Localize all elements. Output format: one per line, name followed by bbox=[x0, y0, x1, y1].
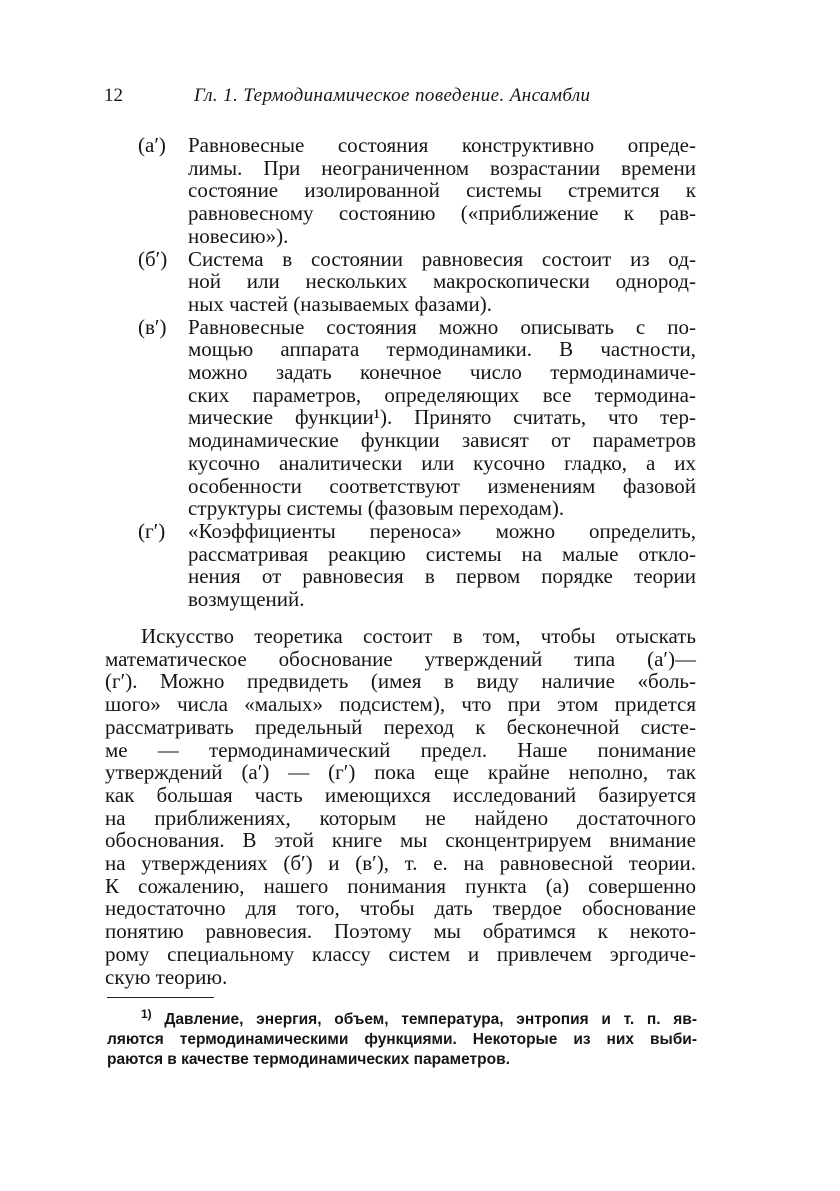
item-line: Равновесные состояния конструктивно опреде- bbox=[188, 133, 696, 157]
footnote-line: раются в качестве термодинамических параметров. bbox=[107, 1051, 510, 1068]
item-line: особенности соответствуют изменениям фазовой bbox=[188, 473, 696, 498]
paragraph-line: (г′). Можно предвидеть (имея в виду наличие «боль- bbox=[105, 669, 696, 694]
footnote-divider bbox=[107, 997, 214, 998]
paragraph-line: К сожалению, нашего понимания пункта (a) совершенно bbox=[105, 873, 696, 898]
page-number: 12 bbox=[104, 85, 123, 106]
paragraph-line: математическое обоснование утверждений типа (a′)— bbox=[105, 646, 696, 671]
item-line: равновесному состоянию («приближение к рав- bbox=[188, 201, 696, 226]
item-line: новесию»). bbox=[188, 223, 289, 248]
item-line: модинамические функции зависят от параметров bbox=[188, 428, 696, 453]
footnote-text: Давление, энергия, объем, температура, энтропия и т. п. яв- bbox=[164, 1011, 697, 1028]
paragraph-line: понятию равновесия. Поэтому мы обратимся к некото- bbox=[105, 919, 696, 944]
conditions-list bbox=[138, 134, 696, 611]
item-line: мические функции¹). Принято считать, что тер- bbox=[188, 405, 696, 430]
footnote-line: ляются термодинамическими функциями. Некоторые из них выби- bbox=[107, 1031, 697, 1048]
paragraph-line: рассматривать предельный переход к бесконечной систе- bbox=[105, 714, 696, 739]
footnote-marker: 1) bbox=[141, 1006, 152, 1021]
paragraph-line: на приближениях, которым не найдено достаточного bbox=[105, 805, 696, 830]
item-line: ских параметров, определяющих все термодина- bbox=[188, 382, 696, 407]
body-paragraph bbox=[105, 625, 696, 988]
item-line: можно задать конечное число термодинамиче- bbox=[188, 360, 696, 385]
item-line: ных частей (называемых фазами). bbox=[188, 291, 492, 316]
item-line: Равновесные состояния можно описывать с по- bbox=[188, 314, 696, 339]
paragraph-line: ме — термодинамический предел. Наше понимание bbox=[105, 737, 696, 762]
item-line: рассматривая реакцию системы на малые откло- bbox=[188, 541, 696, 566]
item-line: ной или нескольких макроскопически однород- bbox=[188, 269, 696, 294]
list-item-v bbox=[138, 316, 696, 520]
paragraph-line: на утверждениях (б′) и (в′), т. е. на равновесной теории. bbox=[105, 851, 696, 876]
item-line: структуры системы (фазовым переходам). bbox=[188, 496, 565, 521]
paragraph-line: Искусство теоретика состоит в том, чтобы отыскать bbox=[141, 624, 696, 648]
item-line: мощью аппарата термодинамики. В частности, bbox=[188, 337, 696, 362]
paragraph-line: шого» числа «малых» подсистем), что при этом придется bbox=[105, 692, 696, 717]
list-item-g bbox=[138, 520, 696, 611]
item-line: Система в состоянии равновесия состоит из од- bbox=[188, 246, 696, 271]
list-item-a bbox=[138, 134, 696, 248]
paragraph-line: недостаточно для того, чтобы дать твердое обоснование bbox=[105, 896, 696, 921]
item-line: состояние изолированной системы стремится к bbox=[188, 178, 696, 203]
item-label: (б′) bbox=[138, 246, 168, 271]
item-label: (г′) bbox=[138, 518, 166, 543]
list-item-b bbox=[138, 248, 696, 316]
paragraph-line: утверждений (a′) — (г′) пока еще крайне неполно, так bbox=[105, 760, 696, 785]
item-line: возмущений. bbox=[188, 587, 305, 612]
item-line: нения от равновесия в первом порядке теории bbox=[188, 564, 696, 589]
item-line: «Коэффициенты переноса» можно определить, bbox=[188, 518, 696, 543]
paragraph-line: как большая часть имеющихся исследований базируется bbox=[105, 782, 696, 807]
item-label: (a′) bbox=[138, 133, 166, 157]
item-line: кусочно аналитически или кусочно гладко, а их bbox=[188, 450, 696, 475]
running-head-title: Гл. 1. Термодинамическое поведение. Ансамбли bbox=[194, 85, 591, 106]
paragraph-line: скую теорию. bbox=[105, 964, 228, 989]
paragraph-line: рому специальному классу систем и привлечем эргодиче- bbox=[105, 941, 696, 966]
item-label: (в′) bbox=[138, 314, 167, 339]
footnote bbox=[107, 1006, 697, 1070]
item-line: лимы. При неограниченном возрастании времени bbox=[188, 155, 696, 180]
footnote-line bbox=[107, 1006, 697, 1030]
paragraph-line: обоснования. В этой книге мы сконцентрируем внимание bbox=[105, 828, 696, 853]
